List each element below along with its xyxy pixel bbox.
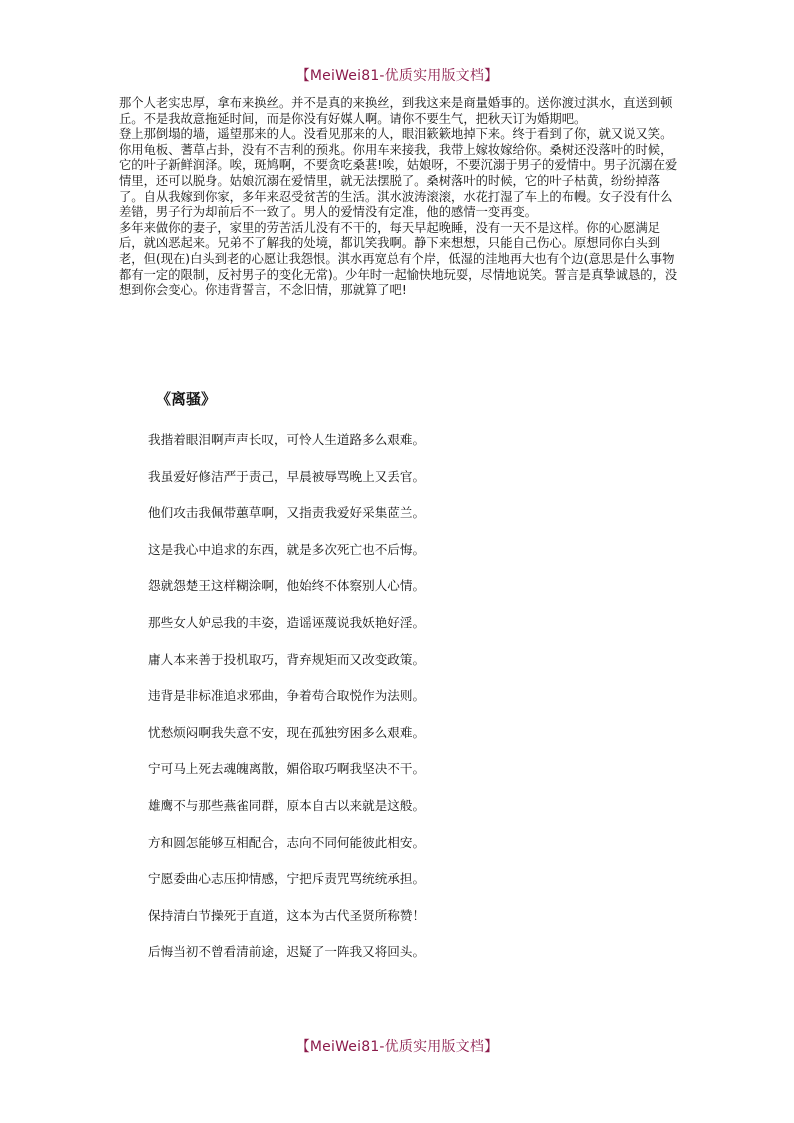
poem-line: 后悔当初不曾看清前途，迟疑了一阵我又将回头。 [148, 944, 426, 960]
prose-paragraph: 登上那倒塌的墙，遥望那来的人。没看见那来的人，眼泪簌簌地掉下来。终于看到了你，就又说又笑。你用龟板、蓍草占卦，没有不吉利的预兆。你用车来接我，我带上嫁妆嫁给你。桑树还没落叶的时候，它的叶子新鲜润泽。唉，斑鸠啊，不要贪吃桑葚!唉，姑娘呀，不要沉溺于男子的爱情中。男子沉溺在爱情里，还可以脱身。姑娘沉溺在爱情里，就无法摆脱了。桑树落叶的时候，它的叶子枯黄，纷纷掉落了。自从我嫁到你家，多年来忍受贫苦的生活。淇水波涛滚滚，水花打湿了车上的布幔。女子没有什么差错，男子行为却前后不一致了。男人的爱情没有定准，他的感情一变再变。 [119, 127, 678, 220]
poem-line: 他们攻击我佩带蕙草啊，又指责我爱好采集茝兰。 [148, 505, 426, 521]
poem-line: 庸人本来善于投机取巧，背弃规矩而又改变政策。 [148, 651, 426, 667]
poem-line: 我虽爱好修洁严于责己，早晨被辱骂晚上又丢官。 [148, 468, 426, 484]
poem-line: 宁可马上死去魂魄离散，媚俗取巧啊我坚决不干。 [148, 761, 426, 777]
poem-line: 我揩着眼泪啊声声长叹，可怜人生道路多么艰难。 [148, 432, 426, 447]
page-header: 【MeiWei81-优质实用版文档】 [295, 68, 499, 84]
poem-line: 这是我心中追求的东西，就是多次死亡也不后悔。 [148, 541, 426, 557]
poem-line: 忧愁烦闷啊我失意不安，现在孤独穷困多么艰难。 [148, 724, 426, 740]
poem-line: 雄鹰不与那些燕雀同群，原本自古以来就是这般。 [148, 797, 426, 813]
poem-line: 宁愿委曲心志压抑情感，宁把斥责咒骂统统承担。 [148, 871, 426, 887]
poem-block [148, 432, 648, 981]
poem-line: 保持清白节操死于直道，这本为古代圣贤所称赞！ [148, 907, 426, 923]
poem-line: 怨就怨楚王这样糊涂啊，他始终不体察别人心情。 [148, 578, 426, 594]
page-footer: 【MeiWei81-优质实用版文档】 [295, 1039, 499, 1055]
poem-title: 《离骚》 [156, 390, 217, 408]
prose-paragraph: 那个人老实忠厚，拿布来换丝。并不是真的来换丝，到我这来是商量婚事的。送你渡过淇水，直送到顿丘。不是我故意拖延时间，而是你没有好媒人啊。请你不要生气，把秋天订为婚期吧。 [119, 96, 673, 126]
poem-line: 违背是非标准追求邪曲，争着苟合取悦作为法则。 [148, 688, 426, 704]
prose-block [119, 96, 679, 299]
prose-paragraph: 多年来做你的妻子，家里的劳苦活儿没有不干的，每天早起晚睡，没有一天不是这样。你的心愿满足后，就凶恶起来。兄弟不了解我的处境，都讥笑我啊。静下来想想，只能自己伤心。原想同你白头到老，但(现在)白头到老的心愿让我怨恨。淇水再宽总有个岸，低湿的洼地再大也有个边(意思是什么事物都有一定的限制，反衬男子的变化无常)。少年时一起愉快地玩耍，尽情地说笑。誓言是真挚诚恳的，没想到你会变心。你违背誓言，不念旧情，那就算了吧! [119, 220, 678, 298]
poem-line: 方和圆怎能够互相配合，志向不同何能彼此相安。 [148, 834, 426, 850]
poem-line: 那些女人妒忌我的丰姿，造谣诬蔑说我妖艳好淫。 [148, 614, 426, 630]
